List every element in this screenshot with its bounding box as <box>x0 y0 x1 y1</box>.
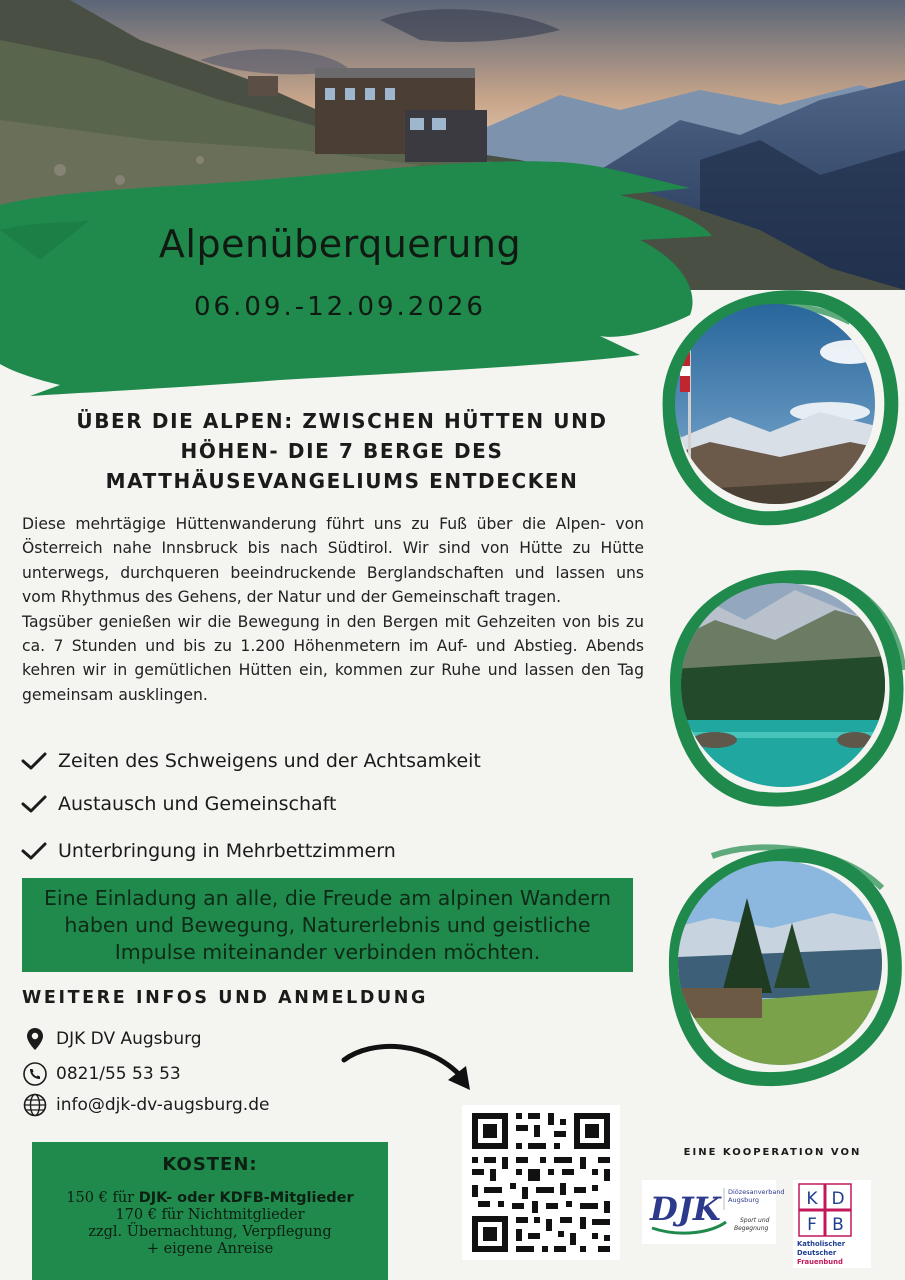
intro-text <box>22 512 644 707</box>
djk-logo-sub2: Augsburg <box>728 1196 760 1204</box>
contact-organisation: DJK DV Augsburg <box>56 1029 202 1049</box>
contact-email[interactable] <box>22 1091 269 1119</box>
kdfb-logo <box>793 1180 871 1268</box>
contact-address <box>22 1025 202 1053</box>
check-icon <box>20 792 48 816</box>
headline <box>22 406 662 496</box>
email-address[interactable]: info@djk-dv-augsburg.de <box>56 1095 270 1115</box>
location-pin-icon <box>22 1026 48 1052</box>
cost-travel: + eigene Anreise <box>146 1241 274 1257</box>
check-icon <box>20 749 48 773</box>
kdfb-letter-b: B <box>832 1215 844 1235</box>
kdfb-letter-d: D <box>831 1189 845 1209</box>
intro-paragraph-2: Tagsüber genießen wir die Bewegung in den Bergen mit Gehzeiten von bis zu ca. 7 Stunden und bis zu 1.200 Höhenmetern im Auf- und Abstieg. Abends kehren wir in gemütlichen Hütten ein, kommen zur Ruhe und lassen den Tag gemeinsam ausklingen. <box>22 612 644 704</box>
kdfb-letter-f: F <box>807 1215 817 1235</box>
event-title: Alpenüberquerung <box>158 222 522 266</box>
curved-arrow-icon <box>340 1036 480 1096</box>
djk-logo-tag1: Sport und <box>740 1217 770 1224</box>
phone-number[interactable]: 0821/55 53 53 <box>56 1064 181 1084</box>
phone-icon <box>22 1061 48 1087</box>
checklist-label: Zeiten des Schweigens und der Achtsamkeit <box>58 750 481 772</box>
cost-non-member: 170 € für Nichtmitglieder <box>115 1207 305 1223</box>
kdfb-letter-k: K <box>806 1189 818 1209</box>
circle-photo-alpine-lake <box>655 560 905 810</box>
invitation-box <box>22 878 633 972</box>
globe-icon <box>22 1092 48 1118</box>
djk-logo-wordmark: DJK <box>650 1190 721 1228</box>
kdfb-line-3: Frauenbund <box>797 1258 843 1266</box>
check-icon <box>20 839 48 863</box>
event-dates: 06.09.-12.09.2026 <box>194 292 486 322</box>
qr-code[interactable] <box>462 1105 620 1260</box>
circle-photo-meadow-fir-trees <box>652 838 902 1088</box>
cost-member-group: DJK- oder KDFB-Mitglieder <box>138 1190 354 1206</box>
contact-heading: WEITERE INFOS UND ANMELDUNG <box>22 988 428 1008</box>
checklist-item <box>20 836 396 866</box>
checklist-item <box>20 789 336 819</box>
cost-member-price: 150 € für <box>66 1190 139 1206</box>
cost-extra: zzgl. Übernachtung, Verpflegung <box>88 1224 332 1240</box>
djk-logo-tag2: Begegnung <box>734 1225 769 1232</box>
kdfb-line-1: Katholischer <box>797 1240 846 1248</box>
checklist-item <box>20 746 481 776</box>
djk-logo-sub1: Diözesanverband <box>728 1188 785 1196</box>
title-brush-stroke <box>0 150 720 400</box>
checklist-label: Austausch und Gemeinschaft <box>58 793 337 815</box>
intro-paragraph-1: Diese mehrtägige Hüttenwanderung führt uns zu Fuß über die Alpen- von Österreich nahe Innsbruck bis nach Südtirol. Wir sind von Hütte zu Hütte unterwegs, durchqueren beeindruckende Berglandschaften und lassen uns vom Rhythmus des Gehens, der Natur und der Gemeinschaft tragen. <box>22 515 644 607</box>
cost-member-line <box>32 1190 388 1207</box>
headline-line-3: MATTHÄUSEVANGELIUMS ENTDECKEN <box>105 469 579 493</box>
headline-line-1: ÜBER DIE ALPEN: ZWISCHEN HÜTTEN UND <box>76 409 608 433</box>
djk-logo <box>642 1180 785 1244</box>
headline-line-2: HÖHEN- DIE 7 BERGE DES <box>180 439 504 463</box>
costs-title: KOSTEN: <box>162 1154 258 1175</box>
kdfb-line-2: Deutscher <box>797 1249 837 1257</box>
cooperation-label: EINE KOOPERATION VON <box>683 1147 862 1158</box>
circle-photo-flag-mountains <box>650 282 900 532</box>
invitation-text: Eine Einladung an alle, die Freude am alpinen Wandern haben und Bewegung, Naturerlebnis und geistliche Impulse miteinander verbinden möchten. <box>43 885 612 964</box>
costs-box <box>32 1142 388 1280</box>
contact-phone[interactable] <box>22 1060 181 1088</box>
checklist-label: Unterbringung in Mehrbettzimmern <box>58 840 396 862</box>
